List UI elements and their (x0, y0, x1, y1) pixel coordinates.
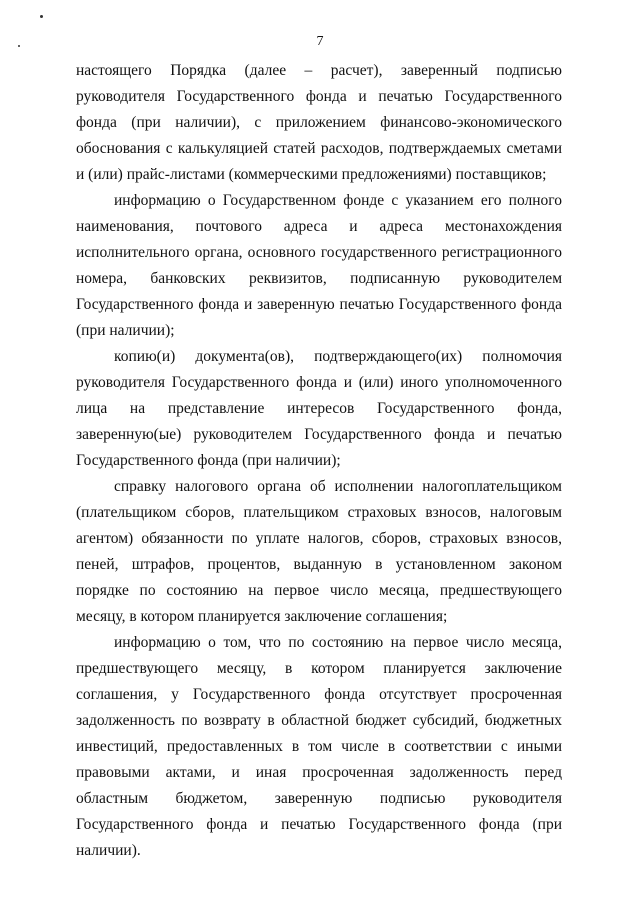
paragraph-calculation: настоящего Порядка (далее – расчет), заверенный подписью руководителя Государственного фонда и печатью Государственного фонда (при наличии), с приложением финансово-экономического обоснования с калькуляцией статей расходов, подтверждаемых сметами и (или) прайс-листами (коммерческими предложениями) поставщиков; (76, 62, 562, 183)
paragraph-authority-documents: копию(и) документа(ов), подтверждающего(их) полномочия руководителя Государственного фонда и (или) иного уполномоченного лица на представление интересов Государственного фонда, заверенную(ые) руководителем Государственного фонда и печатью Государственного фонда (при наличии); (76, 348, 562, 469)
paragraph-fund-info: информацию о Государственном фонде с указанием его полного наименования, почтового адреса и адреса местонахождения исполнительного органа, основного государственного регистрационного номера, банковских реквизитов, подписанную руководителем Государственного фонда и заверенную печатью Государственного фонда (при наличии); (76, 192, 562, 339)
page-number: 7 (316, 34, 324, 49)
paragraph-tax-certificate: справку налогового органа об исполнении налогоплательщиком (плательщиком сборов, плательщиком страховых взносов, налоговым агентом) обязанности по уплате налогов, сборов, страховых взносов, пеней, штрафов, процентов, выданную в установленном законом порядке по состоянию на первое число месяца, предшествующего месяцу, в котором планируется заключение соглашения; (76, 478, 562, 625)
scan-speck (40, 15, 43, 18)
paragraph-no-debt-info: информацию о том, что по состоянию на первое число месяца, предшествующего месяцу, в котором планируется заключение соглашения, у Государственного фонда отсутствует просроченная задолженность по возврату в областной бюджет субсидий, бюджетных инвестиций, предоставленных в том числе в соответствии с иными правовыми актами, и иная просроченная задолженность перед областным бюджетом, заверенную подписью руководителя Государственного фонда и печатью Государственного фонда (при наличии). (76, 634, 562, 859)
document-body (76, 58, 562, 864)
